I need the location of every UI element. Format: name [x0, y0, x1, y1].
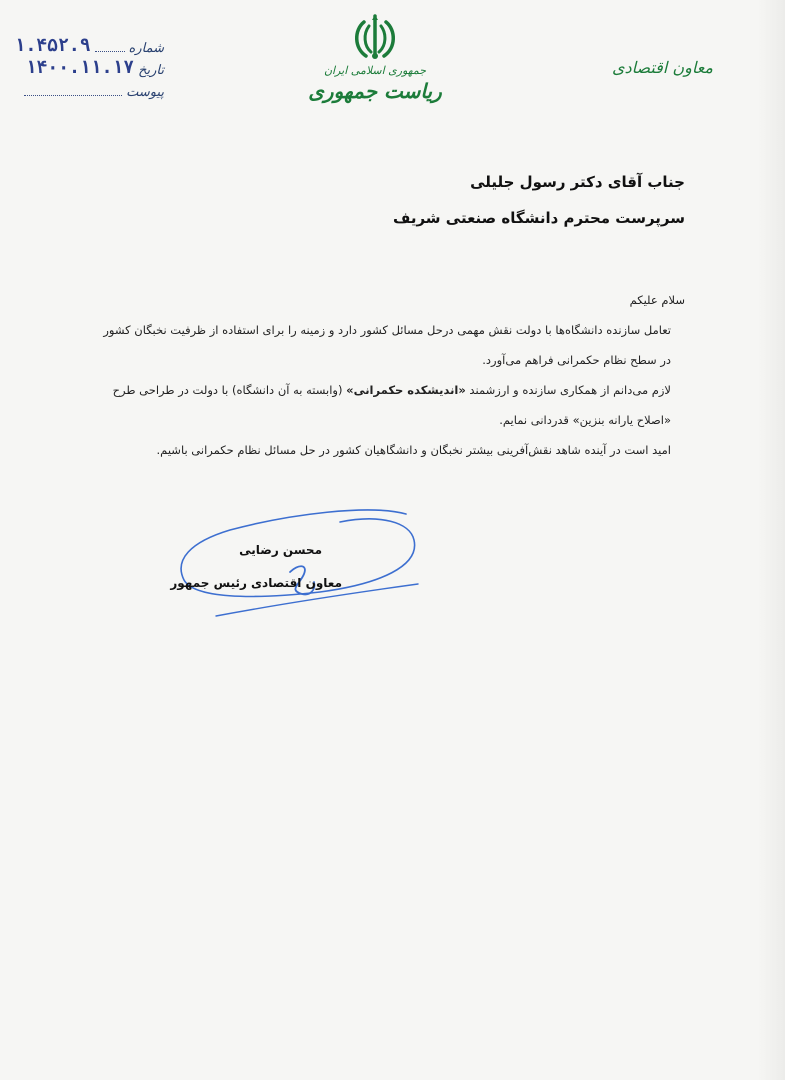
signature-block — [170, 500, 430, 630]
number-value: ۱.۴۵۲.۹ — [14, 35, 91, 56]
letterhead-emblem — [300, 14, 450, 103]
addressee-position: سرپرست محترم دانشگاه صنعتی شریف — [392, 209, 685, 227]
signatory-name: محسن رضایی — [239, 543, 322, 557]
addressee-name: جناب آقای دکتر رسول جلیلی — [470, 173, 685, 191]
letter-body — [100, 285, 685, 465]
paragraph-1: تعامل سازنده دانشگاه‌ها با دولت نقش مهمی درحل مسائل کشور دارد و زمینه را برای استفاده از ظرفیت نخبگان کشور در سطح نظام حکمرانی فراهم می‌آورد. — [103, 323, 671, 367]
attachment-label: پیوست — [126, 85, 164, 100]
attachment-dots — [24, 95, 122, 96]
date-row — [24, 56, 164, 78]
number-dots — [95, 51, 125, 52]
paragraph-2-end: (وابسته به آن دانشگاه) با دولت در طراحی طرح «اصلاح یارانه بنزین» قدردانی نمایم. — [112, 383, 671, 427]
paragraph-2 — [100, 375, 685, 435]
signatory-title: معاون اقتصادی رئیس جمهور — [170, 576, 342, 590]
think-tank-name: «اندیشکده حکمرانی» — [346, 383, 466, 397]
emblem-country-text: جمهوری اسلامی ایران — [323, 64, 427, 77]
date-label: تاریخ — [138, 63, 164, 78]
letter-meta — [14, 34, 164, 100]
number-row — [14, 34, 164, 56]
greeting: سلام علیکم — [629, 293, 685, 307]
emblem-presidency-text: ریاست جمهوری — [308, 79, 442, 103]
addressee-block — [393, 164, 685, 236]
office-title: معاون اقتصادی — [611, 58, 713, 77]
handwritten-signature — [170, 500, 430, 630]
scan-edge-shadow — [757, 0, 785, 1080]
date-value: ۱۴۰۰.۱۱.۱۷ — [25, 57, 135, 78]
paragraph-2-start: لازم می‌دانم از همکاری سازنده و ارزشمند — [465, 383, 671, 397]
paragraph-3: امید است در آینده شاهد نقش‌آفرینی بیشتر نخبگان و دانشگاهیان کشور در حل مسائل نظام حکمرانی باشیم. — [156, 443, 671, 457]
iran-emblem-icon — [350, 14, 400, 60]
attachment-row — [24, 78, 164, 100]
number-label: شماره — [128, 41, 164, 56]
